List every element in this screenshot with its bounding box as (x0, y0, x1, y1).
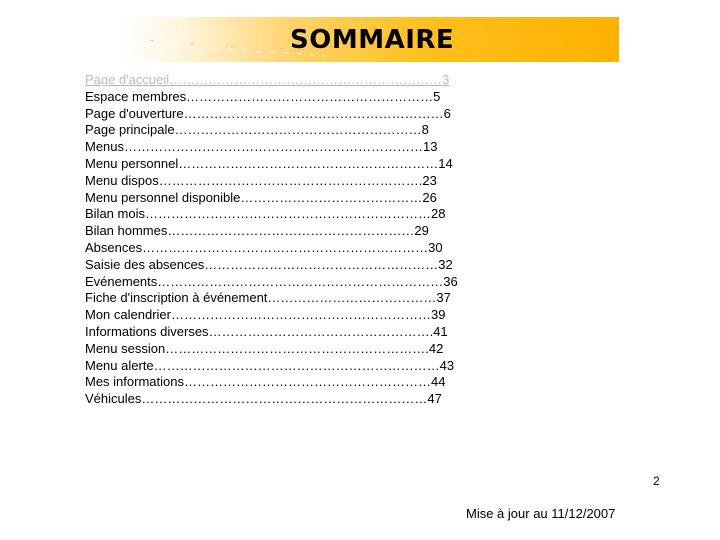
toc-entry (85, 358, 485, 375)
toc-entry-page: 14 (438, 155, 453, 171)
toc-entry-leader: …………………………………………………… (178, 155, 439, 171)
table-of-contents (85, 72, 485, 408)
toc-entry (85, 156, 485, 173)
toc-entry-leader: ……………………………………………………… (169, 72, 443, 87)
toc-entry-leader: ………………………………………………………… (142, 239, 429, 255)
toc-entry-leader: ………………………………………………………… (144, 206, 431, 222)
toc-entry-title: Menus (85, 139, 125, 155)
toc-entry-leader: ………………………………………………… (186, 88, 434, 104)
toc-entry-page: 29 (414, 223, 429, 239)
toc-entry-title: Bilan hommes (85, 223, 168, 239)
toc-entry-title: Informations diverses (85, 323, 209, 339)
toc-entry-page: 13 (423, 139, 438, 155)
toc-entry-title: Menu alerte (85, 357, 154, 373)
toc-entry-page: 5 (433, 88, 441, 104)
toc-entry[interactable] (85, 72, 485, 89)
toc-entry-title: Mon calendrier (85, 307, 171, 323)
toc-entry-leader: …………………………………… (240, 189, 423, 205)
toc-entry-leader: ………………………………………………… (174, 122, 422, 138)
toc-entry-title: Evénements (85, 273, 158, 289)
toc-entry-leader: ……………………………………………………. (165, 340, 429, 356)
toc-entry-page: 32 (438, 256, 453, 272)
toc-entry-leader: ……………………………………………… (204, 256, 439, 272)
toc-entry-title: Saisie des absences (85, 256, 205, 272)
toc-entry (85, 257, 485, 274)
toc-entry-page: 8 (421, 122, 429, 138)
toc-entry-leader: ………………………………………………………… (153, 357, 440, 373)
page-title: SOMMAIRE (290, 25, 455, 55)
toc-entry-title: Espace membres (85, 88, 187, 104)
toc-entry-leader: …………………………………………………………… (124, 139, 424, 155)
toc-entry-leader: ………………………………… (267, 290, 437, 306)
toc-entry-page: 43 (439, 357, 455, 373)
toc-entry (85, 190, 485, 207)
toc-entry-page: 28 (430, 206, 446, 222)
toc-entry-title: Menu personnel (85, 155, 179, 171)
toc-entry-page: 41 (433, 323, 448, 339)
toc-entry-page: 3 (442, 72, 450, 87)
toc-entry-title: Page principale (85, 122, 175, 138)
toc-entry (85, 173, 485, 190)
toc-entry (85, 122, 485, 139)
toc-entry-page: 42 (428, 340, 444, 356)
toc-entry-leader: ………………………………………………… (183, 374, 431, 390)
toc-entry-title: Page d'ouverture (85, 105, 184, 121)
toc-entry-leader: ……………………………………………………. (158, 172, 423, 188)
toc-entry (85, 206, 485, 223)
toc-entry-title: Menu dispos (85, 172, 159, 188)
toc-entry (85, 374, 485, 391)
toc-entry-page: 37 (436, 290, 451, 306)
toc-entry-title: Mes informations (85, 374, 184, 390)
toc-entry-page: 44 (430, 374, 446, 390)
toc-entry-leader: ………………………………………………… (167, 223, 415, 239)
toc-entry-title: Menu personnel disponible (85, 189, 241, 205)
toc-entry (85, 307, 485, 324)
toc-entry-title: Bilan mois (85, 206, 145, 222)
toc-entry (85, 240, 485, 257)
toc-entry (85, 391, 485, 408)
toc-entry-leader: ………………………………………………………… (141, 391, 428, 407)
toc-entry (85, 324, 485, 341)
toc-entry-page: 6 (443, 105, 451, 121)
toc-entry-title: Véhicules (85, 391, 142, 407)
toc-entry-leader: ………………………………………………………… (157, 273, 444, 289)
toc-entry-leader: …………………………………………………… (171, 307, 431, 323)
toc-entry (85, 223, 485, 240)
toc-entry-title: Fiche d'inscription à événement (85, 290, 268, 306)
toc-entry-page: 23 (422, 172, 437, 188)
toc-entry-page: 36 (443, 273, 458, 289)
toc-entry (85, 290, 485, 307)
toc-entry (85, 89, 485, 106)
update-date: Mise à jour au 11/12/2007 (466, 506, 616, 521)
toc-entry (85, 341, 485, 358)
toc-entry-page: 47 (427, 391, 442, 407)
toc-entry-title: Absences (85, 239, 143, 255)
toc-entry-page: 26 (422, 189, 437, 205)
toc-entry (85, 274, 485, 291)
toc-entry-title: Menu session (85, 340, 166, 356)
toc-entry (85, 139, 485, 156)
toc-entry (85, 106, 485, 123)
toc-entry-page: 39 (431, 307, 446, 323)
toc-entry-title: Page d'accueil (85, 72, 170, 87)
toc-entry-leader: …………………………………………………… (183, 105, 444, 121)
toc-entry-leader: ……………………………………………. (208, 323, 434, 339)
title-banner (120, 17, 619, 62)
toc-entry-page: 30 (428, 239, 443, 255)
slide-number: 2 (653, 474, 660, 488)
